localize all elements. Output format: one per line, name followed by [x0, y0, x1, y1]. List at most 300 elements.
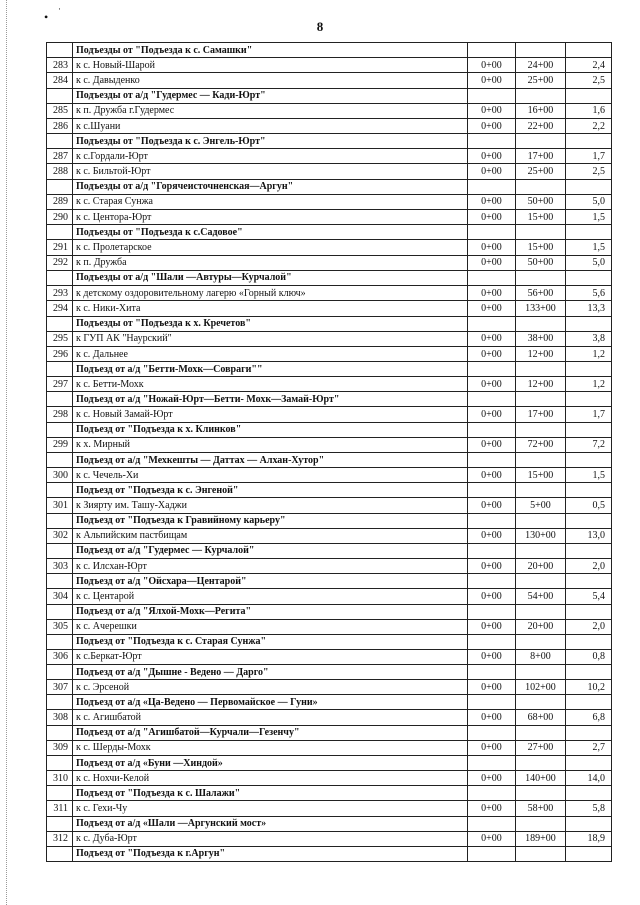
row-number — [47, 725, 73, 740]
row-number: 306 — [47, 649, 73, 664]
table-row — [47, 149, 612, 164]
section-header-row — [47, 483, 612, 498]
section-header-row — [47, 665, 612, 680]
start-km: 0+00 — [468, 194, 516, 209]
table-row — [47, 301, 612, 316]
length-km: 2,4 — [566, 58, 612, 73]
road-name: к с. Старая Сунжа — [73, 194, 468, 209]
length-km — [566, 725, 612, 740]
table-row — [47, 103, 612, 118]
start-km: 0+00 — [468, 240, 516, 255]
row-number: 304 — [47, 589, 73, 604]
section-title: Подъезд от а/д "Бетти-Мохк—Совраги"" — [73, 362, 468, 377]
end-km — [516, 179, 566, 194]
length-km: 7,2 — [566, 437, 612, 452]
table-row — [47, 528, 612, 543]
row-number: 301 — [47, 498, 73, 513]
scan-mark: • — [44, 10, 49, 24]
end-km: 20+00 — [516, 558, 566, 573]
start-km — [468, 43, 516, 58]
start-km — [468, 634, 516, 649]
row-number: 310 — [47, 771, 73, 786]
length-km: 5,8 — [566, 801, 612, 816]
end-km: 50+00 — [516, 194, 566, 209]
length-km: 5,0 — [566, 255, 612, 270]
length-km — [566, 422, 612, 437]
row-number — [47, 634, 73, 649]
row-number — [47, 43, 73, 58]
row-number: 297 — [47, 377, 73, 392]
length-km: 14,0 — [566, 771, 612, 786]
length-km: 6,8 — [566, 710, 612, 725]
end-km: 8+00 — [516, 649, 566, 664]
start-km — [468, 665, 516, 680]
table-row — [47, 210, 612, 225]
start-km — [468, 483, 516, 498]
start-km: 0+00 — [468, 118, 516, 133]
length-km — [566, 134, 612, 149]
end-km: 15+00 — [516, 210, 566, 225]
section-title: Подъезды от "Подъезда к с.Садовое" — [73, 225, 468, 240]
start-km — [468, 725, 516, 740]
section-header-row — [47, 88, 612, 103]
end-km — [516, 43, 566, 58]
scan-mark: · — [58, 4, 61, 14]
end-km: 24+00 — [516, 58, 566, 73]
end-km: 25+00 — [516, 164, 566, 179]
length-km — [566, 179, 612, 194]
road-name: к с. Агишбатой — [73, 710, 468, 725]
section-title: Подъезды от а/д "Шали —Автуры—Курчалой" — [73, 270, 468, 285]
start-km: 0+00 — [468, 680, 516, 695]
length-km: 0,8 — [566, 649, 612, 664]
section-title: Подъезды от а/д "Гудермес — Кади-Юрт" — [73, 88, 468, 103]
start-km: 0+00 — [468, 468, 516, 483]
length-km: 5,4 — [566, 589, 612, 604]
length-km — [566, 513, 612, 528]
end-km: 12+00 — [516, 346, 566, 361]
length-km — [566, 483, 612, 498]
end-km — [516, 422, 566, 437]
section-title: Подъезд от а/д «Шали —Аргунский мост» — [73, 816, 468, 831]
start-km — [468, 756, 516, 771]
start-km — [468, 604, 516, 619]
row-number: 287 — [47, 149, 73, 164]
row-number: 291 — [47, 240, 73, 255]
section-header-row — [47, 362, 612, 377]
table-row — [47, 194, 612, 209]
end-km: 189+00 — [516, 831, 566, 846]
start-km: 0+00 — [468, 58, 516, 73]
end-km — [516, 725, 566, 740]
start-km: 0+00 — [468, 498, 516, 513]
section-title: Подъезд от "Подъезда к с. Старая Сунжа" — [73, 634, 468, 649]
margin-line — [6, 0, 7, 905]
section-title: Подъезд от а/д "Дышне - Ведено — Дарго" — [73, 665, 468, 680]
table-row — [47, 498, 612, 513]
section-title: Подъезд от "Подъезда к Гравийному карьеру" — [73, 513, 468, 528]
row-number: 289 — [47, 194, 73, 209]
table-row — [47, 255, 612, 270]
length-km — [566, 88, 612, 103]
row-number: 286 — [47, 118, 73, 133]
row-number: 285 — [47, 103, 73, 118]
length-km: 1,5 — [566, 240, 612, 255]
row-number — [47, 604, 73, 619]
start-km: 0+00 — [468, 301, 516, 316]
start-km: 0+00 — [468, 528, 516, 543]
roads-table — [46, 42, 612, 862]
row-number: 302 — [47, 528, 73, 543]
start-km — [468, 453, 516, 468]
row-number — [47, 786, 73, 801]
length-km — [566, 786, 612, 801]
section-header-row — [47, 846, 612, 861]
table-row — [47, 240, 612, 255]
start-km: 0+00 — [468, 331, 516, 346]
section-title: Подъезд от а/д "Ялхой-Мохк—Регита" — [73, 604, 468, 619]
end-km — [516, 695, 566, 710]
start-km — [468, 270, 516, 285]
row-number — [47, 270, 73, 285]
roads-table-body — [47, 43, 612, 862]
start-km — [468, 362, 516, 377]
road-name: к с. Центора-Юрт — [73, 210, 468, 225]
row-number: 293 — [47, 285, 73, 300]
road-name: к с. Шерды-Мохк — [73, 740, 468, 755]
start-km: 0+00 — [468, 255, 516, 270]
start-km: 0+00 — [468, 437, 516, 452]
start-km — [468, 846, 516, 861]
road-name: к с.Шуани — [73, 118, 468, 133]
road-name: к с. Центарой — [73, 589, 468, 604]
length-km: 5,6 — [566, 285, 612, 300]
length-km — [566, 846, 612, 861]
length-km — [566, 756, 612, 771]
row-number — [47, 665, 73, 680]
table-row — [47, 346, 612, 361]
start-km — [468, 695, 516, 710]
end-km: 68+00 — [516, 710, 566, 725]
road-name: к с.Беркат-Юрт — [73, 649, 468, 664]
table-row — [47, 285, 612, 300]
start-km — [468, 513, 516, 528]
row-number: 290 — [47, 210, 73, 225]
end-km: 130+00 — [516, 528, 566, 543]
road-name: к Зиярту им. Ташу-Хаджи — [73, 498, 468, 513]
row-number — [47, 513, 73, 528]
start-km — [468, 134, 516, 149]
table-row — [47, 164, 612, 179]
length-km: 0,5 — [566, 498, 612, 513]
start-km — [468, 88, 516, 103]
row-number — [47, 453, 73, 468]
end-km: 50+00 — [516, 255, 566, 270]
row-number: 300 — [47, 468, 73, 483]
end-km: 17+00 — [516, 407, 566, 422]
row-number: 296 — [47, 346, 73, 361]
road-name: к п. Дружба — [73, 255, 468, 270]
end-km: 102+00 — [516, 680, 566, 695]
start-km: 0+00 — [468, 740, 516, 755]
row-number: 294 — [47, 301, 73, 316]
end-km — [516, 634, 566, 649]
start-km: 0+00 — [468, 649, 516, 664]
row-number: 298 — [47, 407, 73, 422]
section-title: Подъезды от "Подъезда к с. Энгель-Юрт" — [73, 134, 468, 149]
section-header-row — [47, 316, 612, 331]
end-km — [516, 134, 566, 149]
end-km: 58+00 — [516, 801, 566, 816]
road-name: к детскому оздоровительному лагерю «Горный ключ» — [73, 285, 468, 300]
road-name: к с. Дуба-Юрт — [73, 831, 468, 846]
length-km: 2,5 — [566, 73, 612, 88]
start-km: 0+00 — [468, 103, 516, 118]
start-km: 0+00 — [468, 558, 516, 573]
end-km — [516, 665, 566, 680]
row-number — [47, 225, 73, 240]
length-km: 5,0 — [566, 194, 612, 209]
length-km — [566, 816, 612, 831]
section-header-row — [47, 513, 612, 528]
row-number: 295 — [47, 331, 73, 346]
start-km — [468, 392, 516, 407]
row-number — [47, 392, 73, 407]
length-km: 13,0 — [566, 528, 612, 543]
length-km — [566, 634, 612, 649]
end-km: 140+00 — [516, 771, 566, 786]
road-name: к с. Дальнее — [73, 346, 468, 361]
section-header-row — [47, 816, 612, 831]
length-km — [566, 453, 612, 468]
row-number: 309 — [47, 740, 73, 755]
start-km — [468, 816, 516, 831]
section-title: Подъезд от а/д "Ойсхара—Центарой" — [73, 574, 468, 589]
end-km — [516, 574, 566, 589]
length-km — [566, 362, 612, 377]
end-km — [516, 270, 566, 285]
end-km — [516, 392, 566, 407]
length-km — [566, 270, 612, 285]
road-name: к ГУП АК "Наурский" — [73, 331, 468, 346]
section-title: Подъезды от а/д "Горячеисточненская—Аргун" — [73, 179, 468, 194]
end-km — [516, 225, 566, 240]
road-name: к с. Пролетарское — [73, 240, 468, 255]
start-km — [468, 786, 516, 801]
start-km: 0+00 — [468, 771, 516, 786]
road-name: к с. Давыденко — [73, 73, 468, 88]
row-number — [47, 362, 73, 377]
section-title: Подъезд от а/д "Агишбатой—Курчали—Гезенчу" — [73, 725, 468, 740]
end-km: 27+00 — [516, 740, 566, 755]
section-header-row — [47, 453, 612, 468]
end-km: 72+00 — [516, 437, 566, 452]
start-km — [468, 543, 516, 558]
end-km — [516, 362, 566, 377]
end-km — [516, 756, 566, 771]
start-km: 0+00 — [468, 149, 516, 164]
end-km — [516, 316, 566, 331]
row-number: 303 — [47, 558, 73, 573]
table-row — [47, 619, 612, 634]
end-km: 15+00 — [516, 468, 566, 483]
start-km: 0+00 — [468, 346, 516, 361]
table-row — [47, 680, 612, 695]
table-row — [47, 558, 612, 573]
row-number — [47, 695, 73, 710]
start-km: 0+00 — [468, 619, 516, 634]
start-km: 0+00 — [468, 164, 516, 179]
table-row — [47, 377, 612, 392]
road-name: к с. Гехи-Чу — [73, 801, 468, 816]
row-number — [47, 483, 73, 498]
table-row — [47, 407, 612, 422]
length-km — [566, 574, 612, 589]
start-km: 0+00 — [468, 589, 516, 604]
section-header-row — [47, 422, 612, 437]
section-header-row — [47, 786, 612, 801]
length-km: 13,3 — [566, 301, 612, 316]
length-km: 1,5 — [566, 468, 612, 483]
row-number — [47, 179, 73, 194]
section-title: Подъезд от а/д «Ца-Ведено — Первомайское — Гуни» — [73, 695, 468, 710]
table-row — [47, 118, 612, 133]
section-header-row — [47, 179, 612, 194]
end-km — [516, 816, 566, 831]
road-name: к с. Чечель-Хи — [73, 468, 468, 483]
table-row — [47, 589, 612, 604]
length-km: 2,0 — [566, 619, 612, 634]
end-km: 12+00 — [516, 377, 566, 392]
road-name: к с. Новый Замай-Юрт — [73, 407, 468, 422]
road-name: к с. Илсхан-Юрт — [73, 558, 468, 573]
start-km: 0+00 — [468, 801, 516, 816]
road-name: к с. Ники-Хита — [73, 301, 468, 316]
road-name: к с. Ачерешки — [73, 619, 468, 634]
section-header-row — [47, 270, 612, 285]
table-row — [47, 771, 612, 786]
end-km: 20+00 — [516, 619, 566, 634]
start-km: 0+00 — [468, 407, 516, 422]
row-number: 283 — [47, 58, 73, 73]
table-row — [47, 331, 612, 346]
end-km — [516, 88, 566, 103]
length-km: 2,0 — [566, 558, 612, 573]
row-number: 305 — [47, 619, 73, 634]
length-km: 1,2 — [566, 346, 612, 361]
row-number — [47, 316, 73, 331]
section-header-row — [47, 756, 612, 771]
row-number — [47, 574, 73, 589]
section-title: Подъезд от "Подъезда к х. Клинков" — [73, 422, 468, 437]
road-name: к с.Гордали-Юрт — [73, 149, 468, 164]
road-name: к с. Бильтой-Юрт — [73, 164, 468, 179]
road-name: к с. Эрсеной — [73, 680, 468, 695]
row-number: 284 — [47, 73, 73, 88]
start-km: 0+00 — [468, 285, 516, 300]
section-header-row — [47, 634, 612, 649]
end-km: 38+00 — [516, 331, 566, 346]
section-title: Подъезды от "Подъезда к с. Самашки" — [73, 43, 468, 58]
end-km: 54+00 — [516, 589, 566, 604]
section-header-row — [47, 604, 612, 619]
section-title: Подъезд от "Подъезда к с. Энгеной" — [73, 483, 468, 498]
end-km — [516, 483, 566, 498]
end-km: 15+00 — [516, 240, 566, 255]
road-name: к с. Нохчи-Келой — [73, 771, 468, 786]
length-km: 2,2 — [566, 118, 612, 133]
row-number — [47, 88, 73, 103]
row-number: 299 — [47, 437, 73, 452]
end-km: 16+00 — [516, 103, 566, 118]
section-title: Подъезды от "Подъезда к х. Кречетов" — [73, 316, 468, 331]
row-number: 312 — [47, 831, 73, 846]
start-km — [468, 316, 516, 331]
road-name: к с. Бетти-Мохк — [73, 377, 468, 392]
road-name: к с. Новый-Шарой — [73, 58, 468, 73]
table-row — [47, 831, 612, 846]
length-km: 2,7 — [566, 740, 612, 755]
row-number — [47, 816, 73, 831]
end-km: 25+00 — [516, 73, 566, 88]
start-km: 0+00 — [468, 710, 516, 725]
section-header-row — [47, 392, 612, 407]
row-number — [47, 543, 73, 558]
start-km — [468, 422, 516, 437]
length-km: 10,2 — [566, 680, 612, 695]
section-header-row — [47, 574, 612, 589]
section-header-row — [47, 225, 612, 240]
table-row — [47, 710, 612, 725]
row-number: 292 — [47, 255, 73, 270]
start-km: 0+00 — [468, 377, 516, 392]
end-km — [516, 846, 566, 861]
table-row — [47, 58, 612, 73]
length-km: 1,6 — [566, 103, 612, 118]
start-km — [468, 179, 516, 194]
end-km — [516, 513, 566, 528]
table-row — [47, 468, 612, 483]
start-km — [468, 574, 516, 589]
row-number: 307 — [47, 680, 73, 695]
section-header-row — [47, 695, 612, 710]
length-km — [566, 604, 612, 619]
row-number: 288 — [47, 164, 73, 179]
table-row — [47, 437, 612, 452]
length-km: 1,7 — [566, 149, 612, 164]
road-name: к Альпийским пастбищам — [73, 528, 468, 543]
start-km: 0+00 — [468, 210, 516, 225]
table-row — [47, 73, 612, 88]
length-km — [566, 665, 612, 680]
length-km: 3,8 — [566, 331, 612, 346]
start-km — [468, 225, 516, 240]
length-km — [566, 43, 612, 58]
end-km: 22+00 — [516, 118, 566, 133]
section-header-row — [47, 725, 612, 740]
end-km: 17+00 — [516, 149, 566, 164]
road-name: к п. Дружба г.Гудермес — [73, 103, 468, 118]
end-km: 133+00 — [516, 301, 566, 316]
length-km — [566, 543, 612, 558]
road-name: к х. Мирный — [73, 437, 468, 452]
row-number: 308 — [47, 710, 73, 725]
length-km: 1,7 — [566, 407, 612, 422]
section-header-row — [47, 43, 612, 58]
section-title: Подъезд от а/д "Ножай-Юрт—Бетти- Мохк—Замай-Юрт" — [73, 392, 468, 407]
length-km: 1,5 — [566, 210, 612, 225]
length-km: 18,9 — [566, 831, 612, 846]
